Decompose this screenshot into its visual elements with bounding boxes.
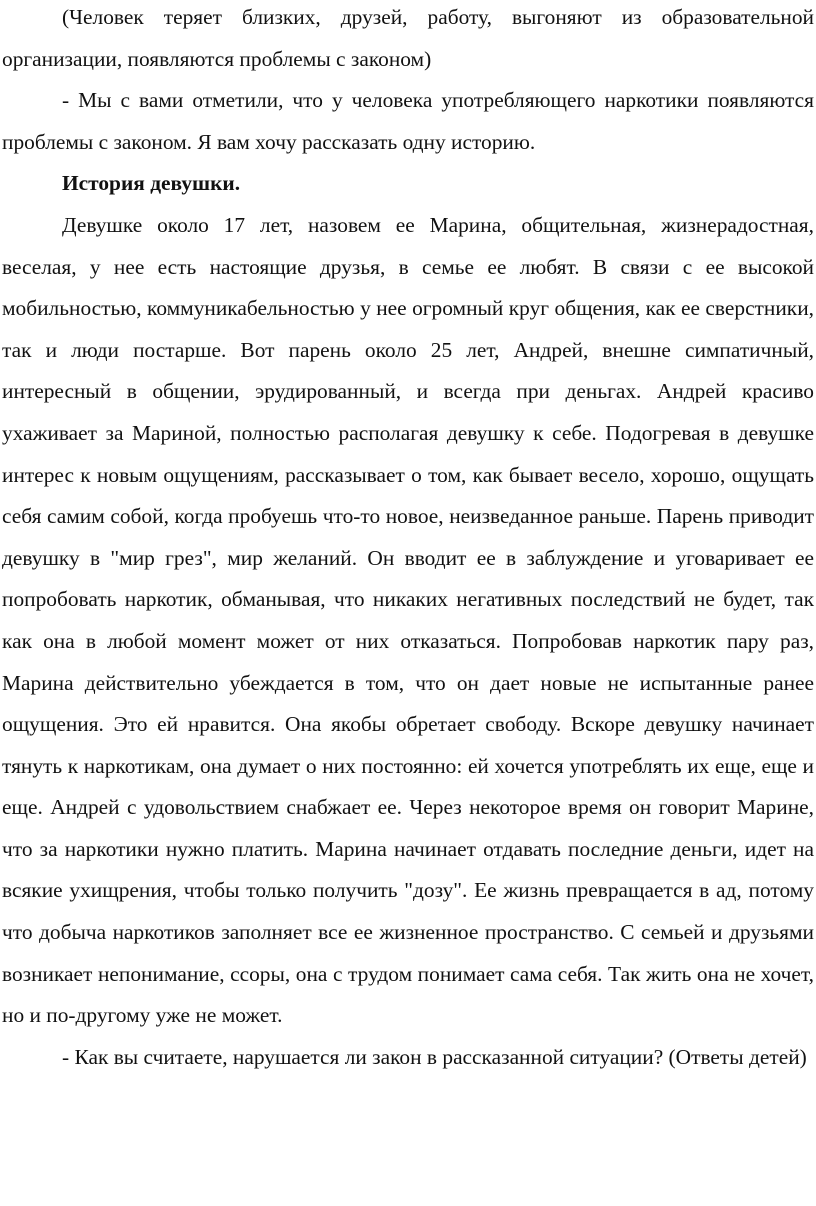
story-heading: История девушки. — [62, 171, 241, 196]
question-paragraph: - Как вы считаете, нарушается ли закон в рассказанной ситуации? (Ответы детей) — [62, 1044, 807, 1069]
intro-paragraph: (Человек теряет близких, друзей, работу, выгоняют из образовательной организации, появляются проблемы с законом) — [2, 5, 814, 71]
teacher-remark-paragraph: - Мы с вами отметили, что у человека употребляющего наркотики появляются проблемы с законом. Я вам хочу рассказать одну историю. — [2, 88, 814, 154]
story-paragraph: Девушке около 17 лет, назовем ее Марина, общительная, жизнерадостная, веселая, у нее есть настоящие друзья, в семье ее любят. В связи с ее высокой мобильностью, коммуникабельностью у нее огромный круг общения, как ее сверстники, так и люди постарше. Вот парень около 25 лет, Андрей, внешне симпатичный, интересный в общении, эрудированный, и всегда при деньгах. Андрей красиво ухаживает за Мариной, полностью располагая девушку к себе. Подогревая в девушке интерес к новым ощущениям, рассказывает о том, как бывает весело, хорошо, ощущать себя самим собой, когда пробуешь что-то новое, неизведанное раньше. Парень приводит девушку в "мир грез", мир желаний. Он вводит ее в заблуждение и уговаривает ее попробовать наркотик, обманывая, что никаких негативных последствий не будет, так как она в любой момент может от них отказаться. Попробовав наркотик пару раз, Марина действительно убеждается в том, что он дает новые не испытанные ранее ощущения. Это ей нравится. Она якобы обретает свободу. Вскоре девушку начинает тянуть к наркотикам, она думает о них постоянно: ей хочется употреблять их еще, еще и еще. Андрей с удовольствием снабжает ее. Через некоторое время он говорит Марине, что за наркотики нужно платить. Марина начинает отдавать последние деньги, идет на всякие ухищрения, чтобы только получить "дозу". Ее жизнь превращается в ад, потому что добыча наркотиков заполняет все ее жизненное пространство. С семьей и друзьями возникает непонимание, ссоры, она с трудом понимает сама себя. Так жить она не хочет, но и по-другому уже не может. — [2, 212, 814, 1028]
